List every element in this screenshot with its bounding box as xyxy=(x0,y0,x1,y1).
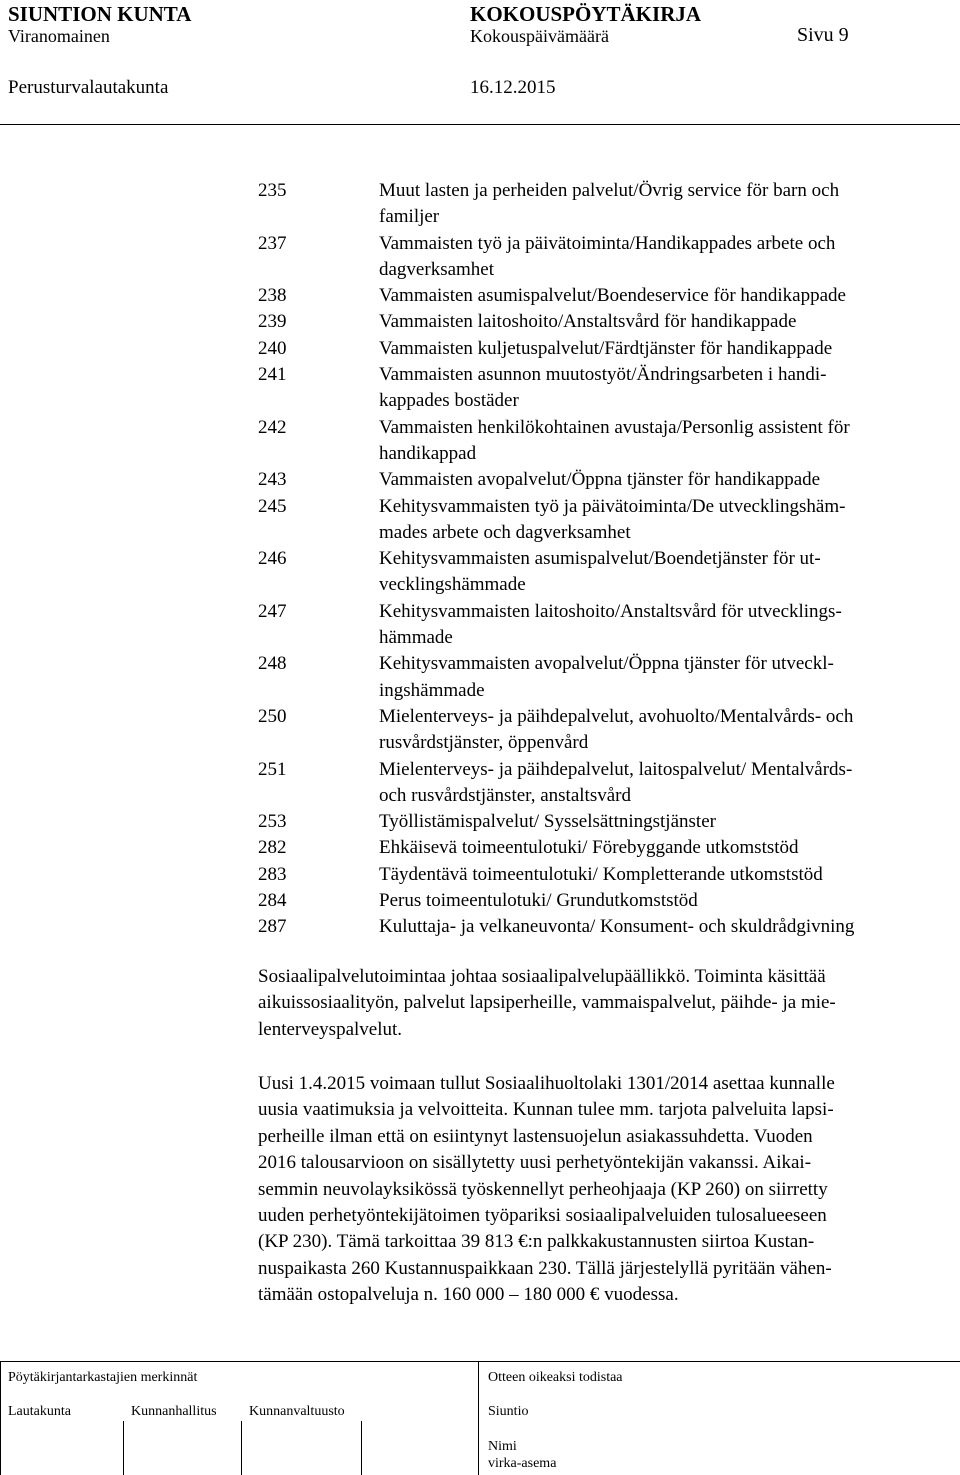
list-item xyxy=(258,651,958,704)
list-item xyxy=(258,467,958,493)
item-number: 284 xyxy=(258,890,287,912)
item-text: Vammaisten asunnon muutostyöt/Ändringsarbeten i handi- kappades bostäder xyxy=(379,364,827,412)
item-number: 237 xyxy=(258,232,287,254)
name-label: Nimi xyxy=(488,1439,517,1454)
municipality-name: SIUNTION KUNTA xyxy=(8,2,192,26)
item-number: 235 xyxy=(258,180,287,201)
list-item xyxy=(258,809,958,835)
item-number: 240 xyxy=(258,337,287,359)
item-number: 250 xyxy=(258,705,287,727)
item-text: Mielenterveys- ja päihdepalvelut, avohuolto/Mentalvårds- och rusvårdstjänster, öppenvård xyxy=(379,705,854,754)
footer-col-divider-1 xyxy=(123,1421,124,1475)
list-item xyxy=(258,546,958,599)
certified-label: Otteen oikeaksi todistaa xyxy=(488,1370,623,1385)
footer-col-divider-2 xyxy=(241,1421,242,1475)
item-text: Kehitysvammaisten avopalvelut/Öppna tjänster för utveckl- ingshämmade xyxy=(379,653,834,701)
list-item xyxy=(258,231,958,284)
reviewers-label: Pöytäkirjantarkastajien merkinnät xyxy=(8,1370,198,1385)
footer-left-border xyxy=(0,1361,1,1475)
meeting-date: 16.12.2015 xyxy=(470,77,556,98)
government-label: Kunnanhallitus xyxy=(131,1404,217,1419)
footer-col-divider-3 xyxy=(361,1421,362,1475)
list-item xyxy=(258,283,958,309)
cost-center-list xyxy=(258,178,958,941)
footer-top-divider xyxy=(0,1361,960,1362)
item-number: 247 xyxy=(258,600,287,622)
item-text: Kehitysvammaisten työ ja päivätoiminta/De utvecklingshäm- mades arbete och dagverksamhet xyxy=(379,495,846,543)
item-number: 241 xyxy=(258,364,287,386)
council-label: Kunnanvaltuusto xyxy=(249,1404,345,1419)
page-footer xyxy=(0,1361,960,1475)
header-divider xyxy=(0,124,960,125)
item-number: 251 xyxy=(258,758,287,780)
footer-mid-divider xyxy=(478,1361,479,1475)
item-number: 253 xyxy=(258,811,287,833)
item-text: Muut lasten ja perheiden palvelut/Övrig service för barn och familjer xyxy=(379,180,840,228)
list-item xyxy=(258,178,958,231)
list-item xyxy=(258,336,958,362)
item-text: Täydentävä toimeentulotuki/ Kompletterande utkomststöd xyxy=(379,863,823,885)
list-item xyxy=(258,835,958,861)
item-number: 245 xyxy=(258,495,287,517)
board-label: Lautakunta xyxy=(8,1404,71,1419)
paragraph-social-services: Sosiaalipalvelutoimintaa johtaa sosiaalipalvelupäällikkö. Toiminta käsittää aikuissosiaalityön, palvelut lapsiperheille, vammaispalvelut, päihde- ja mie- lenterveyspalvelut. xyxy=(258,966,836,1040)
list-item xyxy=(258,914,958,940)
item-text: Vammaisten kuljetuspalvelut/Färdtjänster för handikappade xyxy=(379,337,833,359)
item-text: Perus toimeentulotuki/ Grundutkomststöd xyxy=(379,890,698,912)
place-label: Siuntio xyxy=(488,1404,529,1419)
item-text: Kuluttaja- ja velkaneuvonta/ Konsument- och skuldrådgivning xyxy=(379,916,855,938)
date-label: Kokouspäivämäärä xyxy=(470,26,609,46)
item-number: 239 xyxy=(258,311,287,333)
item-text: Vammaisten asumispalvelut/Boendeservice för handikappade xyxy=(379,285,846,307)
item-text: Kehitysvammaisten laitoshoito/Anstaltsvård för utvecklings- hämmade xyxy=(379,600,842,649)
item-number: 243 xyxy=(258,469,287,491)
list-item xyxy=(258,599,958,652)
item-text: Vammaisten henkilökohtainen avustaja/Personlig assistent för handikappad xyxy=(379,416,850,464)
item-number: 246 xyxy=(258,548,287,570)
item-text: Vammaisten avopalvelut/Öppna tjänster för handikappade xyxy=(379,469,821,491)
item-text: Mielenterveys- ja päihdepalvelut, laitospalvelut/ Mentalvårds- och rusvårdstjänster, anstaltsvård xyxy=(379,758,853,806)
list-item xyxy=(258,362,958,415)
item-text: Vammaisten laitoshoito/Anstaltsvård för handikappade xyxy=(379,311,797,333)
title-label: virka-asema xyxy=(488,1456,557,1471)
authority-name: Perusturvalautakunta xyxy=(8,77,169,98)
page-number: Sivu 9 xyxy=(797,24,849,46)
item-number: 287 xyxy=(258,916,287,938)
list-item xyxy=(258,494,958,547)
item-number: 242 xyxy=(258,416,287,438)
item-text: Työllistämispalvelut/ Sysselsättningstjänster xyxy=(379,811,716,833)
list-item xyxy=(258,862,958,888)
list-item xyxy=(258,888,958,914)
document-type: KOKOUSPÖYTÄKIRJA xyxy=(470,2,702,26)
item-number: 238 xyxy=(258,285,287,307)
list-item xyxy=(258,757,958,810)
item-text: Ehkäisevä toimeentulotuki/ Förebyggande utkomststöd xyxy=(379,837,799,859)
item-text: Kehitysvammaisten asumispalvelut/Boendetjänster för ut- vecklingshämmade xyxy=(379,548,821,596)
item-number: 282 xyxy=(258,837,287,859)
item-number: 248 xyxy=(258,653,287,675)
list-item xyxy=(258,309,958,335)
list-item xyxy=(258,415,958,468)
list-item xyxy=(258,704,958,757)
item-text: Vammaisten työ ja päivätoiminta/Handikappades arbete och dagverksamhet xyxy=(379,232,836,280)
item-number: 283 xyxy=(258,863,287,885)
paragraph-social-welfare-act: Uusi 1.4.2015 voimaan tullut Sosiaalihuoltolaki 1301/2014 asettaa kunnalle uusia vaatimuksia ja velvoitteita. Kunnan tulee mm. tarjota palveluita lapsi- perheille ilman että on esiintynyt lastensuojelun asiakassuhdetta. Vuoden 2016 talousarvioon on sisällytetty uusi perhetyöntekijän vakanssi. Aikai- semmin neuvolayksikössä työskennellyt perheohjaaja (KP 260) on siirretty uuden perhetyöntekijätoimen työpariksi sosiaalipalveluiden tulosalueeseen (KP 230). Tämä tarkoittaa 39 813 €:n palkkakustannusten siirtoa Kustan- nuspaikasta 260 Kustannuspaikkaan 230. Tällä järjestelyllä pyritään vähen- tämään ostopalveluja n. 160 000 – 180 000 € vuodessa. xyxy=(258,1073,835,1306)
authority-label: Viranomainen xyxy=(8,26,110,46)
